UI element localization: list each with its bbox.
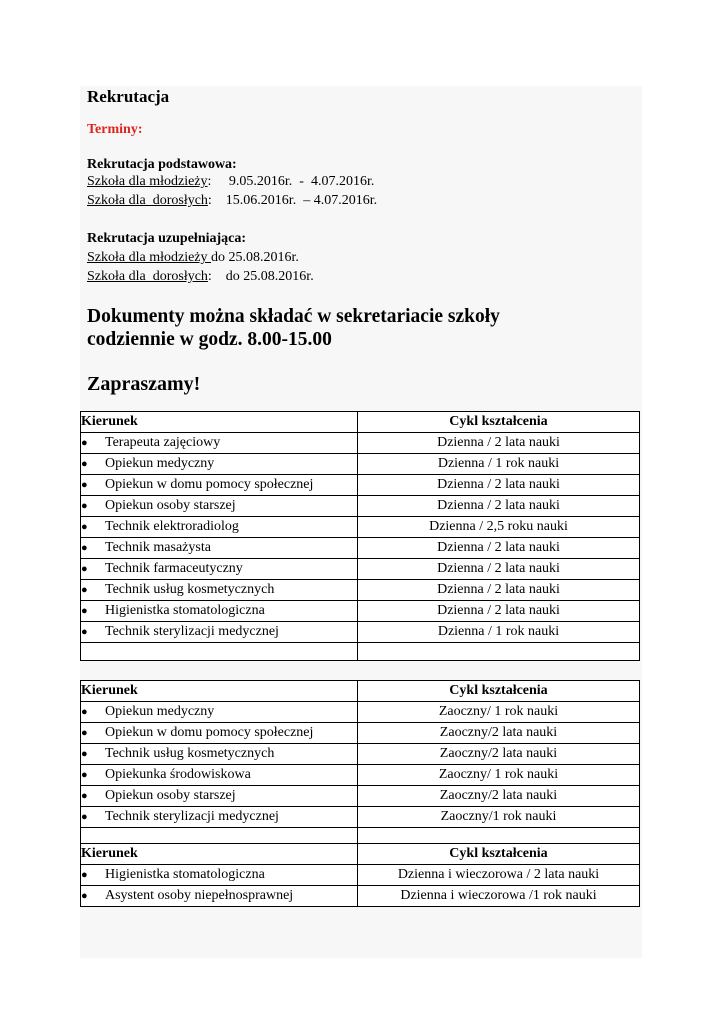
course-name: Technik masażysta <box>105 540 211 555</box>
course-name: Technik sterylizacji medycznej <box>105 809 279 824</box>
course-cycle: Dzienna / 2 lata nauki <box>358 475 640 496</box>
table-row <box>81 744 640 765</box>
course-name-cell <box>81 622 358 643</box>
course-name: Technik usług kosmetycznych <box>105 746 275 761</box>
course-name-cell <box>81 601 358 622</box>
column-header-direction: Kierunek <box>81 681 358 702</box>
column-header-direction: Kierunek <box>81 844 358 865</box>
course-name-cell <box>81 433 358 454</box>
supplementary-adult-line <box>87 269 314 285</box>
table-row <box>81 454 640 475</box>
bullet-icon: ● <box>81 811 88 823</box>
column-header-cycle: Cykl kształcenia <box>358 844 640 865</box>
course-name-cell <box>81 454 358 475</box>
course-name: Higienistka stomatologiczna <box>105 603 265 618</box>
documents-notice-line-1: Dokumenty można składać w sekretariacie szkoły <box>87 306 500 327</box>
table-row <box>81 723 640 744</box>
course-name-cell <box>81 559 358 580</box>
course-cycle: Dzienna i wieczorowa /1 rok nauki <box>358 886 640 907</box>
table-row <box>81 559 640 580</box>
course-cycle: Zaoczny/ 1 rok nauki <box>358 765 640 786</box>
course-name-cell <box>81 865 358 886</box>
basic-youth-line <box>87 174 374 190</box>
bullet-icon: ● <box>81 790 88 802</box>
bullet-icon: ● <box>81 563 88 575</box>
basic-youth-dates: : 9.05.2016r. - 4.07.2016r. <box>207 174 375 189</box>
bullet-icon: ● <box>81 521 88 533</box>
course-name-cell <box>81 765 358 786</box>
course-cycle: Dzienna / 2 lata nauki <box>358 580 640 601</box>
basic-youth-label: Szkoła dla młodzieży <box>87 174 208 189</box>
empty-cell <box>358 643 640 661</box>
course-name-cell <box>81 744 358 765</box>
bullet-icon: ● <box>81 890 88 902</box>
course-name-cell <box>81 702 358 723</box>
bullet-icon: ● <box>81 769 88 781</box>
basic-adult-line <box>87 193 377 209</box>
bullet-icon: ● <box>81 706 88 718</box>
documents-notice <box>87 305 500 351</box>
table-row <box>81 580 640 601</box>
course-name: Asystent osoby niepełnosprawnej <box>105 888 294 903</box>
supplementary-youth-label: Szkoła dla młodzieży <box>87 250 212 265</box>
course-name-cell <box>81 517 358 538</box>
course-cycle: Dzienna / 2 lata nauki <box>358 559 640 580</box>
table-row <box>81 807 640 828</box>
course-name: Opiekun w domu pomocy społecznej <box>105 477 314 492</box>
course-name: Technik sterylizacji medycznej <box>105 624 279 639</box>
column-header-direction: Kierunek <box>81 412 358 433</box>
table-row <box>81 496 640 517</box>
table-row <box>81 865 640 886</box>
bullet-icon: ● <box>81 437 88 449</box>
course-cycle: Dzienna / 2 lata nauki <box>358 601 640 622</box>
course-name: Opiekunka środowiskowa <box>105 767 251 782</box>
table-header-row <box>81 844 640 865</box>
course-cycle: Dzienna / 2 lata nauki <box>358 496 640 517</box>
course-cycle: Dzienna i wieczorowa / 2 lata nauki <box>358 865 640 886</box>
course-cycle: Zaoczny/ 1 rok nauki <box>358 702 640 723</box>
column-header-cycle: Cykl kształcenia <box>358 681 640 702</box>
table-row <box>81 886 640 907</box>
course-cycle: Dzienna / 2 lata nauki <box>358 433 640 454</box>
course-name-cell <box>81 580 358 601</box>
course-name-cell <box>81 538 358 559</box>
supplementary-adult-dates: : do 25.08.2016r. <box>207 269 314 284</box>
supplementary-adult-label: Szkoła dla dorosłych <box>87 269 208 284</box>
supplementary-youth-line <box>87 250 299 266</box>
course-name-cell <box>81 807 358 828</box>
table-row <box>81 765 640 786</box>
supplementary-recruitment-heading: Rekrutacja uzupełniająca: <box>87 231 247 246</box>
bullet-icon: ● <box>81 869 88 881</box>
page-title: Rekrutacja <box>87 87 170 106</box>
course-cycle: Zaoczny/2 lata nauki <box>358 723 640 744</box>
course-cycle: Zaoczny/2 lata nauki <box>358 786 640 807</box>
course-name-cell <box>81 496 358 517</box>
table-row <box>81 538 640 559</box>
table-header-row <box>81 412 640 433</box>
welcome-heading: Zapraszamy! <box>87 373 201 395</box>
bullet-icon: ● <box>81 748 88 760</box>
course-name: Opiekun osoby starszej <box>105 498 236 513</box>
course-name: Terapeuta zajęciowy <box>105 435 221 450</box>
course-cycle: Zaoczny/2 lata nauki <box>358 744 640 765</box>
basic-adult-dates: : 15.06.2016r. – 4.07.2016r. <box>207 193 378 208</box>
bullet-icon: ● <box>81 500 88 512</box>
course-name: Technik elektroradiolog <box>105 519 239 534</box>
table-row <box>81 702 640 723</box>
bullet-icon: ● <box>81 626 88 638</box>
course-name: Opiekun osoby starszej <box>105 788 236 803</box>
course-cycle: Dzienna / 2,5 roku nauki <box>358 517 640 538</box>
course-name: Technik farmaceutyczny <box>105 561 243 576</box>
course-name-cell <box>81 886 358 907</box>
table-header-row <box>81 681 640 702</box>
course-cycle: Dzienna / 1 rok nauki <box>358 454 640 475</box>
bullet-icon: ● <box>81 458 88 470</box>
course-cycle: Zaoczny/1 rok nauki <box>358 807 640 828</box>
table-row <box>81 433 640 454</box>
course-name-cell <box>81 475 358 496</box>
course-name-cell <box>81 786 358 807</box>
table-row <box>81 786 640 807</box>
course-cycle: Dzienna / 2 lata nauki <box>358 538 640 559</box>
basic-adult-label: Szkoła dla dorosłych <box>87 193 208 208</box>
bullet-icon: ● <box>81 542 88 554</box>
bullet-icon: ● <box>81 479 88 491</box>
courses-table-day-evening <box>80 843 640 907</box>
table-empty-row <box>81 643 640 661</box>
basic-recruitment-heading: Rekrutacja podstawowa: <box>87 157 237 172</box>
course-name: Higienistka stomatologiczna <box>105 867 265 882</box>
column-header-cycle: Cykl kształcenia <box>358 412 640 433</box>
empty-cell <box>81 643 358 661</box>
course-cycle: Dzienna / 1 rok nauki <box>358 622 640 643</box>
bullet-icon: ● <box>81 584 88 596</box>
table-row <box>81 475 640 496</box>
courses-table-daily <box>80 411 640 661</box>
table-row <box>81 601 640 622</box>
course-name: Opiekun medyczny <box>105 704 215 719</box>
table-row <box>81 622 640 643</box>
terms-label: Terminy: <box>87 122 143 137</box>
course-name: Technik usług kosmetycznych <box>105 582 275 597</box>
course-name-cell <box>81 723 358 744</box>
bullet-icon: ● <box>81 727 88 739</box>
supplementary-youth-dates: do 25.08.2016r. <box>211 250 299 265</box>
course-name: Opiekun medyczny <box>105 456 215 471</box>
course-name: Opiekun w domu pomocy społecznej <box>105 725 314 740</box>
table-row <box>81 517 640 538</box>
bullet-icon: ● <box>81 605 88 617</box>
courses-table-extramural <box>80 680 640 846</box>
documents-notice-line-2: codziennie w godz. 8.00-15.00 <box>87 329 332 350</box>
